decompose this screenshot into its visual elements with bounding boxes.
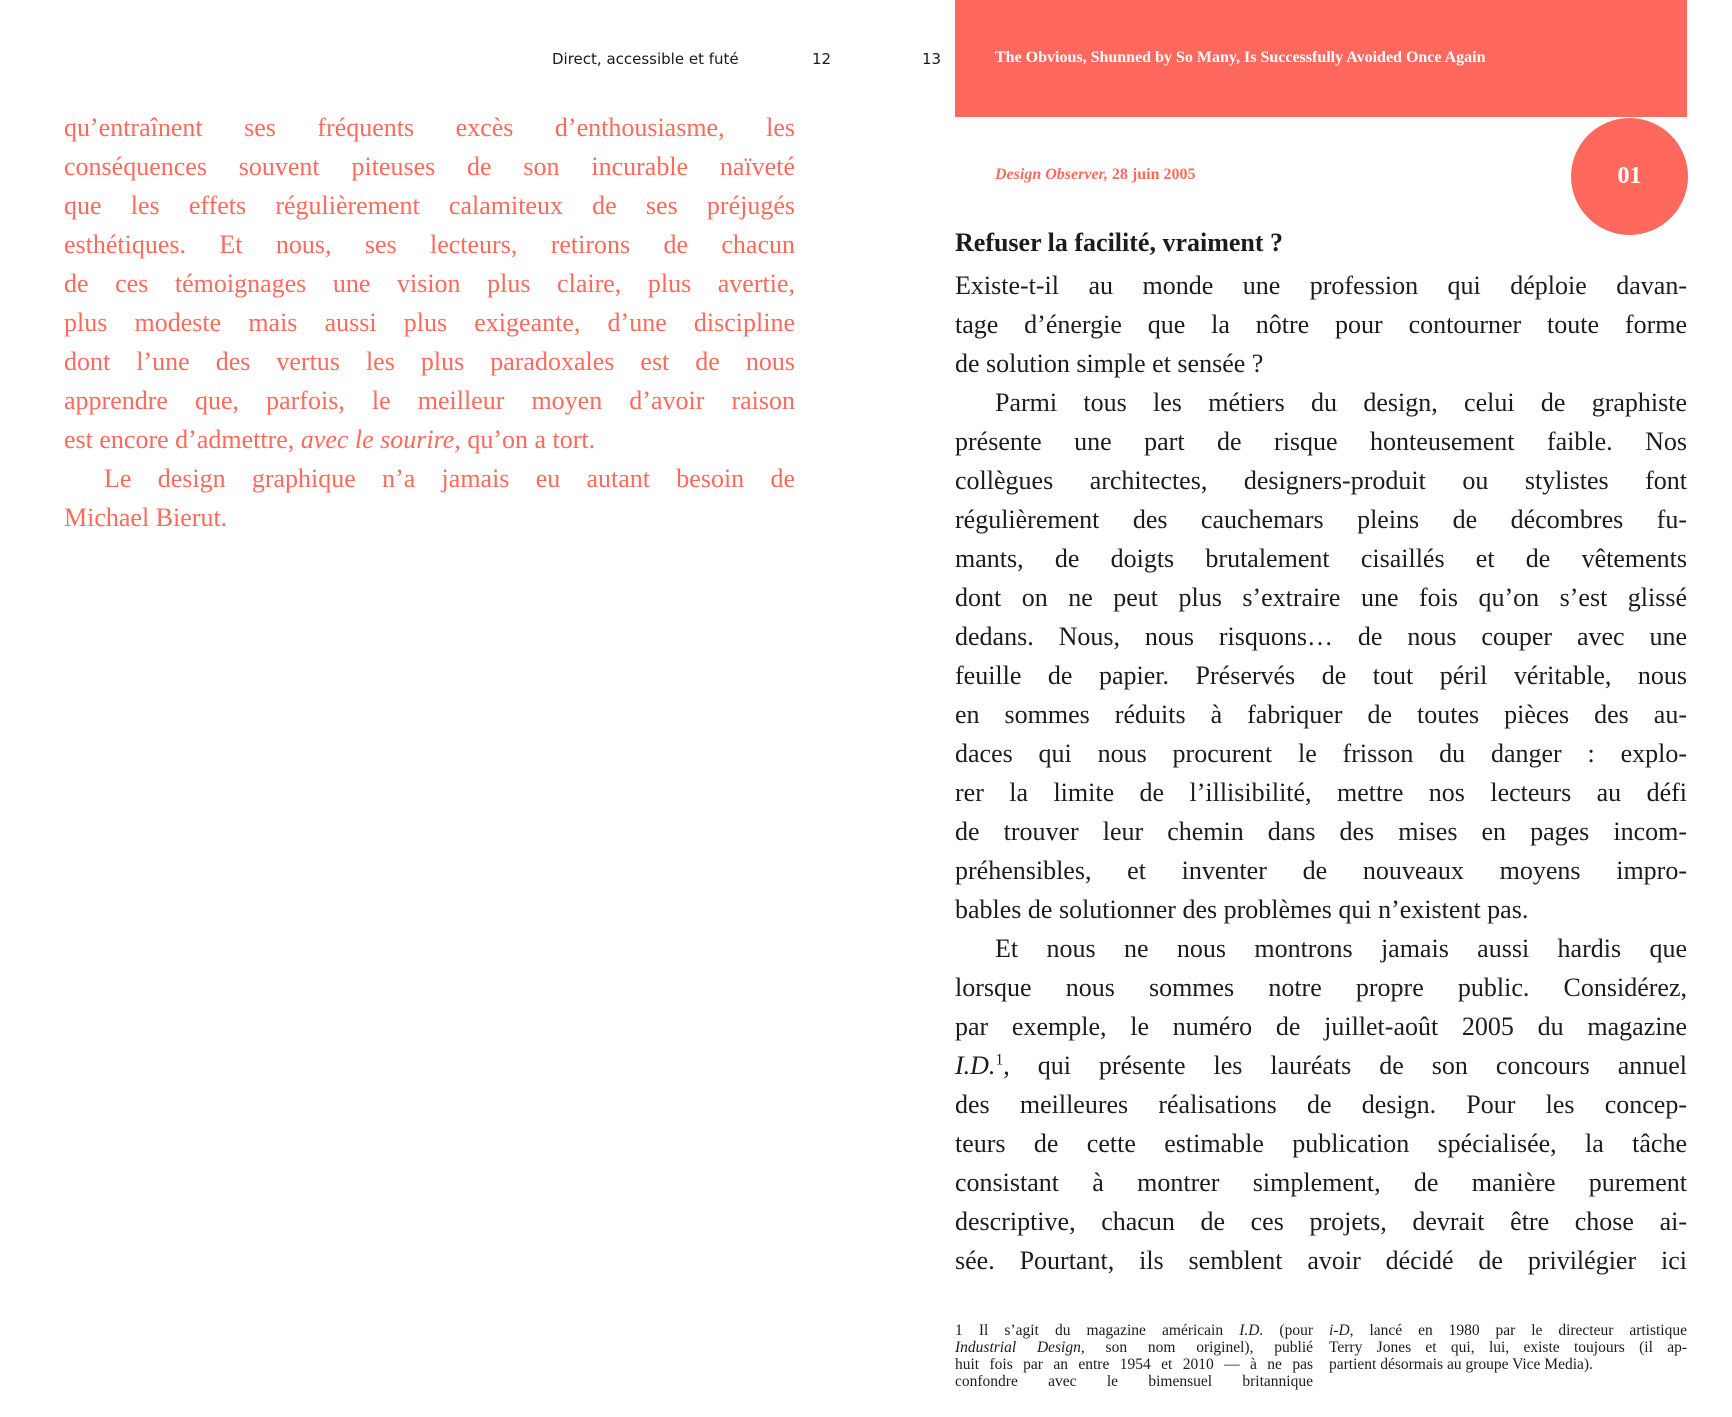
text-segment: i-D: [1329, 1322, 1350, 1339]
text-line: lorsque nous sommes notre propre public. Considérez,: [955, 973, 1687, 1002]
text-segment: , son nom originel), publié: [1080, 1339, 1313, 1356]
text-line: Terry Jones et qui, lui, existe toujours (il ap-: [1329, 1339, 1687, 1356]
text-line: confondre avec le bimensuel britannique: [955, 1373, 1313, 1390]
text-line: daces qui nous procurent le frisson du danger : explo-: [955, 739, 1687, 768]
text-segment: I.D.: [955, 1051, 996, 1080]
text-line: bables de solutionner des problèmes qui n’existent pas.: [955, 895, 1529, 924]
text-segment: Industrial Design: [955, 1339, 1081, 1356]
text-line: des meilleures réalisations de design. Pour les concep-: [955, 1090, 1687, 1119]
text-line: descriptive, chacun de ces projets, devrait être chose ai-: [955, 1207, 1687, 1236]
footnote-column-1: [955, 1322, 1313, 1390]
text-line: Et nous ne nous montrons jamais aussi hardis que: [995, 934, 1687, 963]
text-line: [64, 420, 795, 459]
page-number-right: 13: [922, 50, 942, 68]
text-line: [955, 1339, 1313, 1356]
source-date: 28 juin 2005: [1107, 166, 1196, 183]
text-line: Michael Bierut.: [64, 503, 228, 532]
text-line: régulièrement des cauchemars pleins de décombres fu-: [955, 505, 1687, 534]
text-line: rer la limite de l’illisibilité, mettre nos lecteurs au défi: [955, 778, 1687, 807]
text-line: tage d’énergie que la nôtre pour contourner toute forme: [955, 310, 1687, 339]
text-segment: avec le sourire,: [300, 425, 461, 454]
text-segment: 1 Il s’agit du magazine américain: [955, 1322, 1240, 1339]
text-segment: , qui présente les lauréats de son concours annuel: [1003, 1051, 1687, 1080]
text-line: Existe-t-il au monde une profession qui déploie davan-: [955, 271, 1687, 300]
source-publication: Design Observer,: [995, 166, 1108, 183]
footnote-ref: 1: [995, 1051, 1004, 1069]
text-line: [1329, 1322, 1687, 1339]
text-line: dedans. Nous, nous risquons… de nous couper avec une: [955, 622, 1687, 651]
running-head: Direct, accessible et futé: [552, 50, 739, 68]
text-line: feuille de papier. Préservés de tout péril véritable, nous: [955, 661, 1687, 690]
text-segment: (pour: [1263, 1322, 1313, 1339]
text-line: collègues architectes, designers-produit ou stylistes font: [955, 466, 1687, 495]
left-page-body: [64, 108, 795, 537]
text-line: apprendre que, parfois, le meilleur moyen d’avoir raison: [64, 386, 795, 415]
section-heading: Refuser la facilité, vraiment ?: [955, 228, 1284, 257]
text-line: Parmi tous les métiers du design, celui de graphiste: [995, 388, 1687, 417]
text-line: [955, 1046, 1687, 1085]
text-line: préhensibles, et inventer de nouveaux moyens impro-: [955, 856, 1687, 885]
text-line: consistant à montrer simplement, de manière purement: [955, 1168, 1687, 1197]
chapter-title: The Obvious, Shunned by So Many, Is Successfully Avoided Once Again: [995, 49, 1486, 66]
text-line: en sommes réduits à fabriquer de toutes pièces des au-: [955, 700, 1687, 729]
right-page-body: [955, 266, 1687, 1280]
text-segment: est encore d’admettre,: [64, 425, 301, 454]
text-line: sée. Pourtant, ils semblent avoir décidé de privilégier ici: [955, 1246, 1687, 1275]
footnote-column-2: [1329, 1322, 1687, 1373]
text-line: que les effets régulièrement calamiteux de ses préjugés: [64, 191, 795, 220]
text-line: conséquences souvent piteuses de son incurable naïveté: [64, 152, 795, 181]
source-line: [995, 166, 1195, 184]
text-line: présente une part de risque honteusement faible. Nos: [955, 427, 1687, 456]
text-line: huit fois par an entre 1954 et 2010 — à ne pas: [955, 1356, 1313, 1373]
text-line: de solution simple et sensée ?: [955, 349, 1264, 378]
text-line: [955, 1322, 1313, 1339]
text-line: dont on ne peut plus s’extraire une fois qu’on s’est glissé: [955, 583, 1687, 612]
text-line: mants, de doigts brutalement cisaillés et de vêtements: [955, 544, 1687, 573]
text-line: qu’entraînent ses fréquents excès d’enthousiasme, les: [64, 113, 795, 142]
text-segment: I.D.: [1239, 1322, 1264, 1339]
chapter-number-badge: 01: [1571, 118, 1688, 235]
page-number-left: 12: [812, 50, 832, 68]
text-line: de ces témoignages une vision plus claire, plus avertie,: [64, 269, 795, 298]
text-segment: qu’on a tort.: [460, 425, 596, 454]
text-line: teurs de cette estimable publication spécialisée, la tâche: [955, 1129, 1687, 1158]
text-line: plus modeste mais aussi plus exigeante, d’une discipline: [64, 308, 795, 337]
text-segment: , lancé en 1980 par le directeur artistique: [1349, 1322, 1687, 1339]
text-line: esthétiques. Et nous, ses lecteurs, retirons de chacun: [64, 230, 795, 259]
text-line: Le design graphique n’a jamais eu autant besoin de: [104, 464, 795, 493]
text-line: de trouver leur chemin dans des mises en pages incom-: [955, 817, 1687, 846]
text-line: par exemple, le numéro de juillet-août 2005 du magazine: [955, 1012, 1687, 1041]
text-line: dont l’une des vertus les plus paradoxales est de nous: [64, 347, 795, 376]
text-line: partient désormais au groupe Vice Media).: [1329, 1356, 1593, 1373]
